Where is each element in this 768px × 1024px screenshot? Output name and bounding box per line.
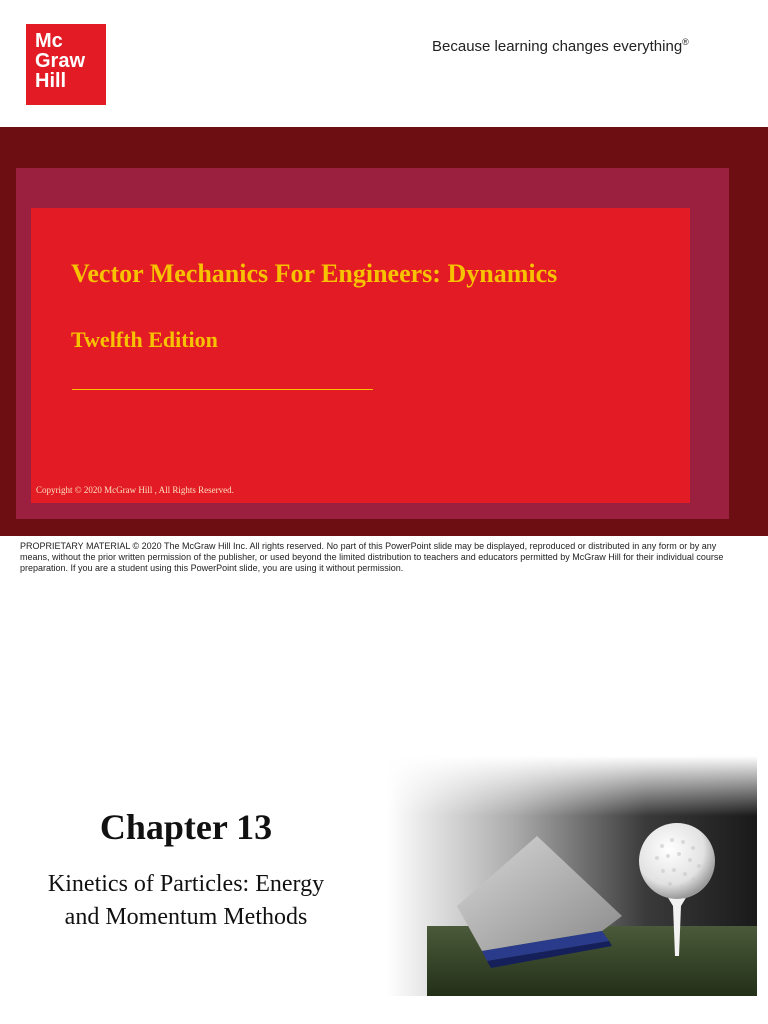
tagline [432,37,689,55]
chapter-heading: Chapter 13 [99,807,273,847]
golf-ball-on-tee-photo-icon [387,756,757,996]
book-title: Vector Mechanics For Engineers: Dynamics [71,259,558,288]
tagline-text: Because learning changes everything [432,38,683,55]
chapter-subtitle-line-2: and Momentum Methods [64,904,308,930]
tagline-mark: ® [682,37,689,47]
logo-line-2: Graw [35,50,86,72]
logo-line-1: Mc [35,30,63,52]
proprietary-notice: PROPRIETARY MATERIAL © 2020 The McGraw Hill Inc. All rights reserved. No part of this PowerPoint slide may be displayed, reproduced or distributed in any form or by any means, without the prior written permission of the publisher, or used beyond the limited distribution to teachers and educators permitted by McGraw Hill for their individual course preparation. If you are a student using this PowerPoint slide, you are using it without permission. [20,541,724,573]
chapter-subtitle-line-1: Kinetics of Particles: Energy [47,871,325,897]
copyright-text: Copyright © 2020 McGraw Hill , All Rights Reserved. [36,485,234,495]
book-edition: Twelfth Edition [71,327,218,352]
logo-line-3: Hill [35,70,67,92]
chapter-subtitle [0,868,372,934]
title-divider [72,389,373,390]
title-band-inner [31,208,690,503]
mcgraw-hill-logo [26,24,106,105]
